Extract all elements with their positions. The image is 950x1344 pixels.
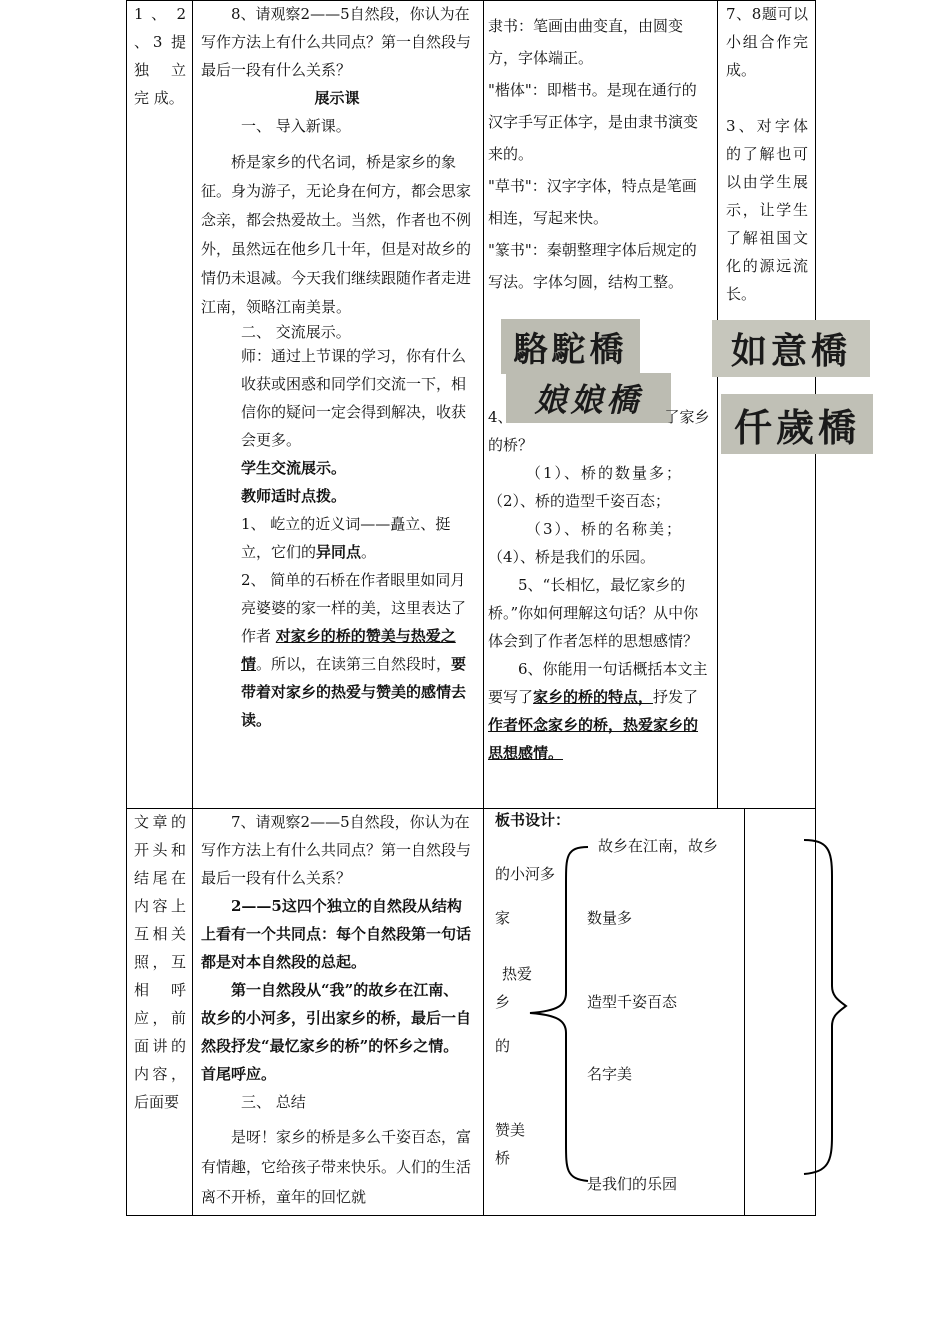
answer-4: （4）、桥是我们的乐园。: [488, 548, 656, 566]
summary-paragraph: 是呀！家乡的桥是多么千姿百态，富有情趣，它给孩子带来快乐。人们的生活离不开桥，童年的回忆就: [201, 1128, 472, 1206]
answer-2: （2）、桥的造型千姿百态；: [488, 492, 671, 510]
answer-echo: 第一自然段从“我”的故乡在江南、故乡的小河多，引出家乡的桥，最后一自然段抒发“最忆家乡的桥”的怀乡之情。首尾呼应。: [201, 981, 472, 1083]
row2-col2: [201, 808, 473, 1212]
right-curly-brace: [800, 836, 850, 1181]
point-1: 1、 屹立的近义词——矗立、挺立，它们的异同点。: [241, 515, 451, 561]
zhuanshu-note: "篆书"：秦朝整理字体后规定的写法。字体匀圆，结构工整。: [488, 241, 697, 291]
board-left-3: 热爱: [502, 965, 533, 983]
question-5: 5、“长相忆，最忆家乡的桥。”你如何理解这句话？从中你体会到了作者怎样的思想感情？: [488, 576, 699, 650]
calligraphy-image-ruyi: 如意橋: [712, 320, 870, 377]
board-right-4: 是我们的乐园: [587, 1175, 678, 1193]
board-design-title: 板书设计：: [495, 811, 571, 829]
section-3-heading: 三、 总结: [241, 1093, 306, 1111]
section-2-heading: 二、 交流展示。: [241, 323, 351, 341]
row1-col3-questions: [488, 403, 710, 767]
board-top-right: 故乡在江南，故乡: [598, 837, 719, 855]
question-4: 4、 了家乡的桥？: [488, 408, 710, 454]
teacher-paragraph: 师：通过上节课的学习，你有什么收获或困惑和同学们交流一下，相信你的疑问一定会得到解决，收获会更多。: [241, 347, 467, 449]
teacher-tip: 教师适时点拨。: [241, 487, 347, 505]
calligraphy-image-luotuo: 駱駝橋: [501, 319, 640, 374]
board-left-2: 家: [495, 909, 511, 927]
calligraphy-image-qiansui: 仟歲橋: [721, 394, 873, 454]
note-fonts: 3、对字体的了解也可以由学生展示，让学生了解祖国文化的源远流长。: [726, 117, 808, 303]
col-divider-2: [483, 0, 484, 1216]
note-group-work: 7、8题可以小组合作完成。: [726, 5, 808, 79]
board-right-1: 数量多: [587, 909, 633, 927]
board-left-7: 桥: [495, 1149, 511, 1167]
board-left-4: 乡: [495, 993, 511, 1011]
kaiti-note: "楷体"：即楷书。是现在通行的汉字手写正体字，是由隶书演变来的。: [488, 81, 699, 163]
left-curly-brace: [522, 843, 592, 1188]
board-left-1: 的小河多: [495, 865, 556, 883]
row1-col2: [201, 0, 473, 734]
point-2: 2、 简单的石桥在作者眼里如同月亮婆婆的家一样的美，这里表达了作者 对家乡的桥的赞美与热爱之情。所以，在读第三自然段时，要带着对家乡的热爱与赞美的感情去读。: [241, 571, 467, 729]
board-right-2: 造型千姿百态: [587, 993, 678, 1011]
section-1-heading: 一、 导入新课。: [241, 117, 351, 135]
answer-1: （1）、桥的数量多；: [526, 464, 684, 482]
col-divider-1: [192, 0, 193, 1216]
row1-col4-notes: [726, 0, 808, 308]
question-7: 7、请观察2——5自然段，你认为在写作方法上有什么共同点？第一自然段与最后一段有什么关系？: [201, 813, 472, 887]
lishu-note: 隶书：笔画由曲变直，由圆变方，字体端正。: [488, 17, 684, 67]
question-8: 8、请观察2——5自然段，你认为在写作方法上有什么共同点？第一自然段与最后一段有什么关系？: [201, 5, 472, 79]
col-divider-3a: [717, 0, 718, 808]
question-6: 6、你能用一句话概括本文主要写了家乡的桥的特点，抒发了作者怀念家乡的桥，热爱家乡的思想感情。: [488, 660, 708, 762]
intro-paragraph: 桥是家乡的代名词，桥是家乡的象征。身为游子，无论身在何方，都会思家念亲，都会热爱故土。当然，作者也不例外，虽然远在他乡几十年，但是对故乡的情仍未退减。今天我们继续跟随作者走进江南，领略江南美景。: [201, 153, 472, 316]
calligraphy-image-niangniang: 娘娘橋: [506, 373, 671, 423]
table-border-left: [126, 0, 127, 1216]
col-divider-3b: [744, 808, 745, 1216]
answer-structure: 2——5这四个独立的自然段从结构上看有一个共同点：每个自然段第一句话都是对本自然段的总起。: [201, 897, 472, 971]
board-left-5: 的: [495, 1037, 511, 1055]
student-show: 学生交流展示。: [241, 459, 347, 477]
row1-col1-text: 1 、 2 、3 提 独 立 完 成。: [134, 5, 186, 107]
caoshu-note: "草书"：汉字字体，特点是笔画相连，写起来快。: [488, 177, 697, 227]
board-left-6: 赞美: [495, 1121, 526, 1139]
lesson-heading: 展示课: [314, 89, 360, 107]
board-right-3: 名字美: [587, 1065, 633, 1083]
row1-col3-fonts: [488, 10, 710, 298]
answer-3: （3）、桥的名称美；: [526, 520, 684, 538]
row2-col1-text: 文章的开头和结尾在内容上互相关照，互相呼应，前面讲的内容，后面要: [134, 813, 186, 1111]
table-border-bottom: [126, 1215, 816, 1216]
